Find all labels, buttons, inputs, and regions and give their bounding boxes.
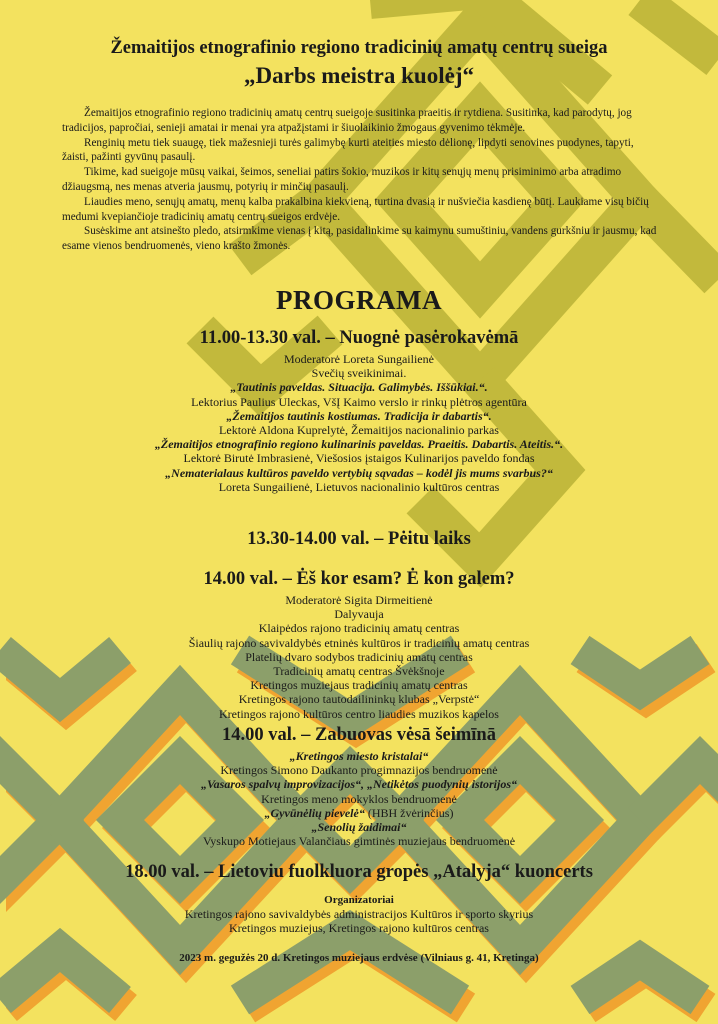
participates-label: Dalyvauja [334, 607, 384, 622]
organizers-label: Organizatoriai [324, 894, 394, 906]
session-4 [0, 724, 718, 848]
session-1 [0, 327, 718, 494]
act-title: „Vasaros spalvų improvizacijos“, „Netikėtos puodynių istorijos“ [200, 777, 518, 792]
session-4-title: 14.00 val. – Zabuovas vėsā šeimīnā [222, 725, 496, 745]
session-2-title: 13.30-14.00 val. – Pėitu laiks [247, 529, 471, 549]
intro-paragraph: Liaudies meno, senųjų amatų, menų kalba prakalbina kiekvieną, turtina dvasią ir nušviečia kasdienę būtį. Laukiame visų bičių medumi kvepiančioje tradicinių amatų centrų sueigos erdvėje. [62, 195, 649, 223]
talk-title: „Nematerialaus kultūros paveldo vertybių sąvadas – kodėl jis mums svarbus?“ [165, 465, 553, 480]
greeting: Svečių sveikinimai. [311, 366, 407, 381]
session-3 [0, 568, 718, 721]
performer: Kretingos meno mokyklos bendruomenė [261, 791, 457, 806]
talk-title: „Žemaitijos tautinis kostiumas. Tradicija ir dabartis“. [226, 408, 492, 423]
intro-paragraph: Tikime, kad sueigoje mūsų vaikai, šeimos, seneliai patirs šokio, muzikos ir kitų senųjų menų prisiminimo arba atradimo džiaugsmą, nes menas atveria jausmų, potyrių ir minčių pasaulį. [62, 166, 622, 193]
moderator: Moderatorė Sigita Dirmeitienė [285, 593, 433, 607]
footer-text: 2023 m. gegužės 20 d. Kretingos muziejaus erdvėse (Vilniaus g. 41, Kretinga) [179, 952, 539, 964]
participant: Kretingos rajono tautodailininkų klubas „Verpstė“ [238, 692, 480, 707]
act-title: „Gyvūnėlių pievelė“ [264, 805, 365, 820]
session-3-title: 14.00 val. – Ėš kor esam? Ė kon galem? [203, 569, 515, 589]
participant: Kretingos rajono kultūros centro liaudies muzikos kapelos [219, 706, 499, 721]
session-5-title: 18.00 val. – Lietoviu fuolkluora gropės „Atalyja“ kuoncerts [125, 862, 593, 882]
speaker: Lektorė Aldona Kuprelytė, Žemaitijos nacionalinio parkas [219, 423, 499, 438]
talk-title: „Tautinis paveldas. Situacija. Galimybės. Iššūkiai.“. [230, 380, 488, 395]
moderator: Moderatorė Loreta Sungailienė [284, 352, 434, 366]
performer: Vyskupo Motiejaus Valančiaus gimtinės muziejaus bendruomenė [202, 834, 516, 849]
session-5 [0, 861, 718, 886]
program-title: PROGRAMA [276, 285, 442, 315]
talk-title: „Žemaitijos etnografinio regiono kulinarinis paveldas. Praeitis. Dabartis. Ateitis.“. [154, 437, 564, 452]
intro-text [62, 106, 662, 254]
act-line [0, 806, 718, 820]
speaker: Lektorė Birutė Imbrasienė, Viešosios įstaigos Kulinarijos paveldo fondas [183, 451, 535, 466]
header-line-1: Žemaitijos etnografinio regiono tradicinių amatų centrų sueiga [110, 38, 608, 58]
speaker: Lektorius Paulius Uleckas, VšĮ Kaimo verslo ir rinkų plėtros agentūra [191, 394, 527, 409]
organizer: Kretingos muziejus, Kretingos rajono kultūros centras [229, 921, 489, 936]
participant: Klaipėdos rajono tradicinių amatų centras [258, 621, 460, 636]
intro-paragraph: Renginių metu tiek suaugę, tiek mažesnieji turės galimybę kurti ateities miesto dėlionę, lipdyti senovines puodynes, tapyti, žaisti, pažinti gyvūnų pasaulį. [62, 136, 634, 164]
act-title: „Kretingos miesto kristalai“ [289, 749, 429, 763]
event-date-place [0, 951, 718, 965]
act-title: „Senolių žaidimai“ [311, 820, 407, 835]
session-1-title: 11.00-13.30 val. – Nuognė pasėrokavėmā [199, 328, 519, 348]
participant: Šiaulių rajono savivaldybės etninės kultūros ir tradicinių amatų centras [188, 635, 530, 650]
intro-paragraph: Susėskime ant atsinešto pledo, atsirmkime vienas į kitą, pasidalinkime su kaimynu sumuštiniu, vandens gurkšniu ir jausmu, kad esame vienos bendruomenės, vieno krašto žmonės. [62, 225, 657, 253]
participant: Tradicinių amatų centras Švėkšnoje [273, 664, 445, 679]
session-2 [0, 528, 718, 553]
participant: Kretingos muziejaus tradicinių amatų centras [250, 678, 468, 693]
organizer: Kretingos rajono savivaldybės administracijos Kultūros ir sporto skyrius [184, 907, 534, 922]
intro-paragraph: Žemaitijos etnografinio regiono tradicinių amatų centrų sueigoje susitinka praeitis ir rytdiena. Susitinka, kad parodytų, jog tradicijos, papročiai, senieji amatai ir menai yra atpažįstami ir šiuolaikinio žmogaus gyvenimo tėkmėje. [62, 107, 632, 134]
participant: Platelių dvaro sodybos tradicinių amatų centras [245, 649, 473, 664]
event-title: „Darbs meistra kuolėj“ [244, 63, 474, 88]
performer: Kretingos Simono Daukanto progimnazijos bendruomenė [220, 763, 498, 778]
organizers [0, 893, 718, 936]
act-note: (HBH žvėrinčius) [364, 805, 454, 820]
speaker: Loreta Sungailienė, Lietuvos nacionalinio kultūros centras [218, 479, 500, 494]
